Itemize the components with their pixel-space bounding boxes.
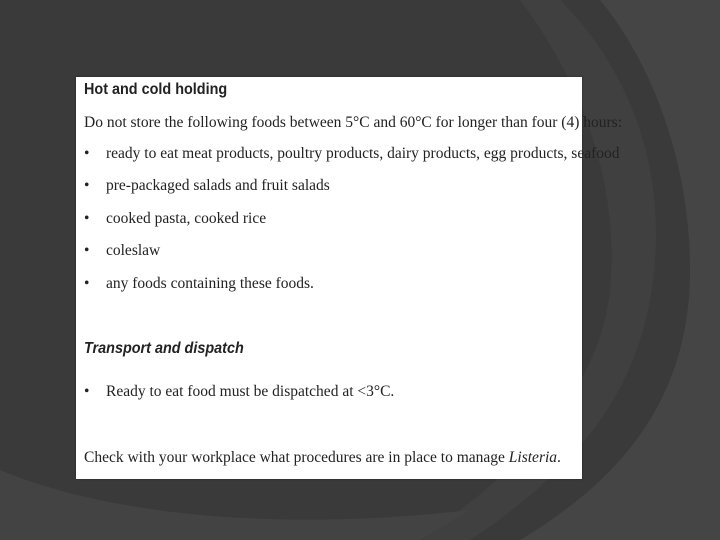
footer-text-prefix: Check with your workplace what procedures are in place to manage: [84, 449, 509, 466]
footer-text: [84, 449, 561, 467]
footer-text-suffix: .: [557, 449, 561, 466]
list-item-text: cooked pasta, cooked rice: [106, 210, 267, 227]
bullet-icon: •: [84, 210, 90, 227]
footer-text-italic: Listeria: [508, 449, 558, 466]
bullet-icon: •: [84, 242, 90, 259]
list-item-text: ready to eat meat products, poultry products, dairy products, egg products, seafood: [106, 145, 620, 162]
bullet-icon: •: [84, 275, 90, 292]
list-item-text: any foods containing these foods.: [106, 275, 314, 292]
bullet-icon: •: [84, 145, 90, 162]
list-item-text: pre-packaged salads and fruit salads: [106, 177, 330, 194]
document-page: [76, 77, 623, 479]
heading-transport-dispatch: Transport and dispatch: [84, 340, 244, 357]
list-item-text: coleslaw: [106, 242, 161, 259]
list-item-text: Ready to eat food must be dispatched at <3°C.: [106, 383, 395, 400]
bullet-icon: •: [84, 177, 90, 194]
intro-text: Do not store the following foods between 5°C and 60°C for longer than four (4) hours:: [84, 114, 623, 131]
heading-hot-cold-holding: Hot and cold holding: [84, 81, 228, 98]
bullet-icon: •: [84, 383, 90, 400]
